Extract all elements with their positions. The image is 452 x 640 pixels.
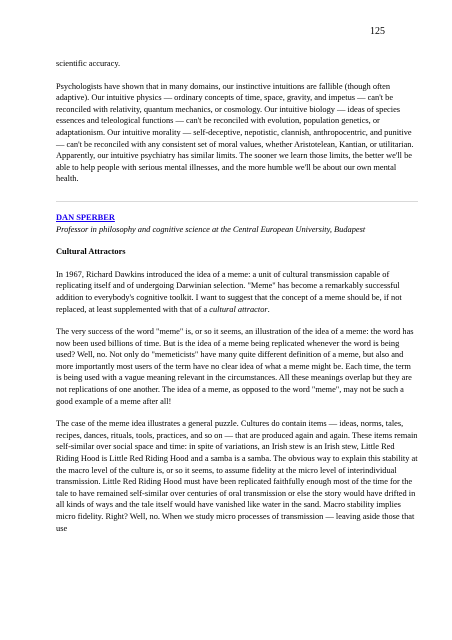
essay-title: Cultural Attractors bbox=[56, 247, 126, 257]
page-content bbox=[56, 58, 418, 545]
emphasis-term: cultural attractor bbox=[209, 304, 268, 314]
paragraph-text: In 1967, Richard Dawkins introduced the idea of a meme: a unit of cultural transmission capable of replicating itself and of undergoing Darwinian selection. "Meme" has become a remarkably successful addition to everybody's cognitive toolkit. I want to suggest that the concept of a meme should be, if not replaced, at least supplemented with that of a bbox=[56, 269, 402, 314]
author-link[interactable]: DAN SPERBER bbox=[56, 212, 115, 222]
paragraph-intuitions: Psychologists have shown that in many domains, our instinctive intuitions are fallible (though often adaptive). Our intuitive physics — ordinary concepts of time, space, gravity, and impetus — can't be reconciled with relativity, quantum mechanics, or cosmology. Our intuitive biology — ideas of species essences and teleological functions — can't be reconciled with evolution, population genetics, or adaptationism. Our intuitive morality — self-deceptive, nepotistic, clannish, anthropocentric, and punitive — can't be reconciled with any consistent set of moral values, whether Aristotelean, Kantian, or utilitarian. Apparently, our intuitive psychiatry has similar limits. The sooner we learn those limits, the better we'll be able to help people with serious mental illnesses, and the more humble we'll be about our own mental health. bbox=[56, 81, 414, 184]
paragraph-text: . bbox=[267, 304, 270, 314]
page-number: 125 bbox=[370, 26, 385, 37]
author-affiliation: Professor in philosophy and cognitive science at the Central European University, Budapest bbox=[56, 224, 366, 234]
paragraph-fragment: scientific accuracy. bbox=[56, 59, 121, 68]
paragraph-meme-word: The very success of the word "meme" is, or so it seems, an illustration of the idea of a meme: the word has now been used billions of time. But is the idea of a meme being replicated whenever the word is being used? Well, no. Not only do "memeticists" have many quite different definition of a meme, but also and more importantly most users of the term have no clear idea of what a meme might be. Each time, the term is being used with a vague meaning relevant in the circumstances. All these meanings overlap but they are not replications of one another. The idea of a meme, as opposed to the word "meme", may not be such a good example of a meme after all! bbox=[56, 327, 414, 406]
section-divider bbox=[56, 201, 418, 202]
paragraph-meme-intro bbox=[56, 269, 418, 315]
paragraph-puzzle: The case of the meme idea illustrates a general puzzle. Cultures do contain items — ideas, norms, tales, recipes, dances, rituals, tools, practices, and so on — that are produced again and again. These items remain self-similar over social space and time: in spite of variations, an Irish stew is an Irish stew, Little Red Riding Hood is Little Red Riding Hood and a samba is a samba. The obvious way to explain this stability at the macro level of the culture is, or so it seems, to assume fidelity at the micro level of interindividual transmission. Little Red Riding Hood must have been replicated faithfully enough most of the time for the tale to have remained self-similar over centuries of oral transmission or else the story would have drifted in all kinds of ways and the tale itself would have vanished like water in the sand. Macro stability implies micro fidelity. Right? Well, no. When we study micro processes of transmission — leaving aside those that use bbox=[56, 419, 418, 533]
